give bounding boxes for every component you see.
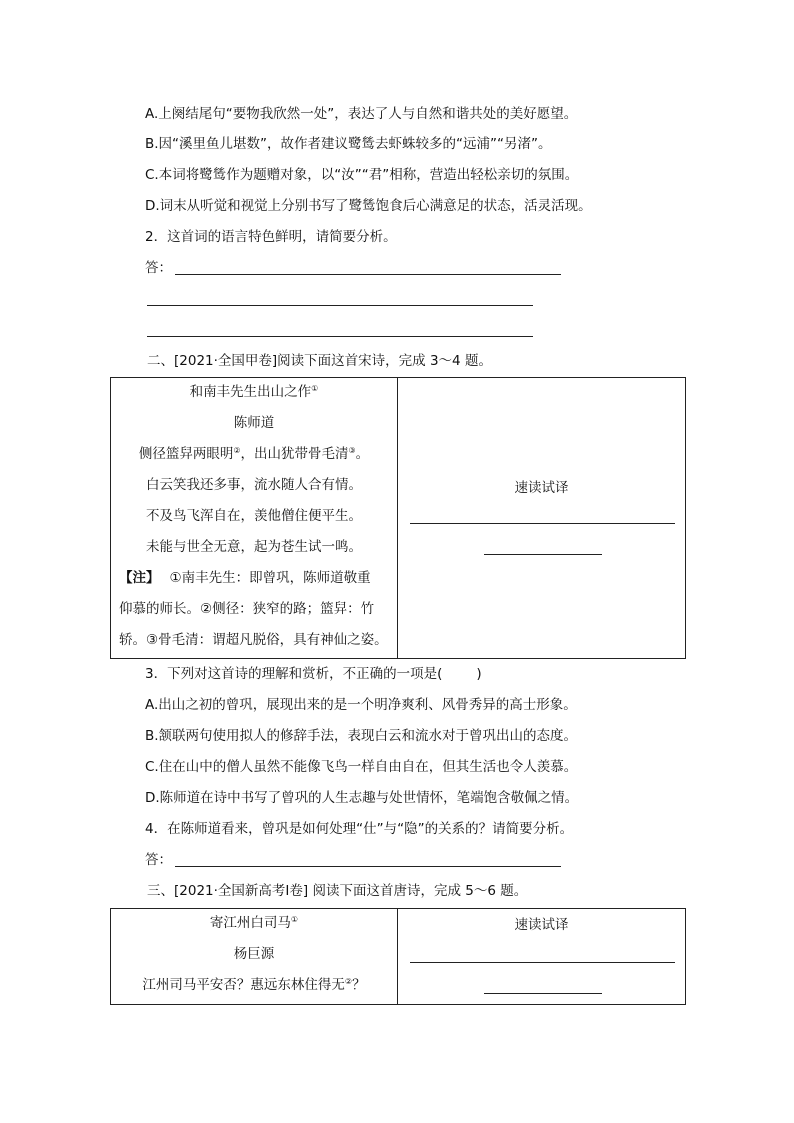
poem-line: 白云笑我还多事，流水随人合有情。: [146, 477, 362, 493]
question-2: 2．这首词的语言特色鲜明，请简要分析。: [145, 229, 397, 245]
translation-label: 速读试译: [514, 917, 569, 933]
option-d: D.词末从听觉和视觉上分别书写了鹭鸶饱食后心满意足的状态，活灵活现。: [145, 198, 592, 214]
answer-label: 答：: [145, 852, 172, 868]
option-b: B.因“溪里鱼儿堪数”，故作者建议鹭鸶去虾蛛较多的“远浦”“另渚”。: [145, 136, 552, 152]
poem-note: 轿。③骨毛清：谓超凡脱俗，具有神仙之姿。: [119, 632, 388, 648]
poem-note: 【注】 ①南丰先生：即曾巩，陈师道敬重: [119, 570, 371, 586]
q3-option-b: B.颔联两句使用拟人的修辞手法，表现白云和流水对于曾巩出山的态度。: [145, 728, 578, 744]
section-heading: 三、[2021·全国新高考Ⅰ卷] 阅读下面这首唐诗，完成 5～6 题。: [147, 883, 528, 899]
translation-line[interactable]: [484, 993, 602, 994]
answer-line[interactable]: [147, 336, 533, 337]
question-4: 4．在陈师道看来，曾巩是如何处理“仕”与“隐”的关系的？请简要分析。: [145, 821, 574, 837]
poem-author: 陈师道: [233, 415, 275, 431]
poem-text-cell: [111, 909, 398, 1005]
section-heading: 二、[2021·全国甲卷]阅读下面这首宋诗，完成 3～4 题。: [147, 353, 492, 369]
poem-title: 和南丰先生出山之作①: [189, 384, 319, 400]
footnote-mark: ①: [290, 915, 299, 924]
poem-table: [110, 377, 686, 659]
answer-line[interactable]: [175, 274, 561, 275]
translation-line[interactable]: [410, 523, 675, 524]
poem-line: 不及鸟飞浑自在，羡他僧住便平生。: [146, 508, 362, 524]
translation-line[interactable]: [410, 962, 675, 963]
note-tag: 【注】: [119, 570, 160, 586]
answer-label: 答：: [145, 260, 172, 276]
q3-option-a: A.出山之初的曾巩，展现出来的是一个明净爽利、风骨秀异的高士形象。: [145, 697, 577, 713]
translation-label: 速读试译: [514, 480, 569, 496]
poem-text-cell: [111, 378, 398, 659]
poem-table: [110, 908, 686, 1005]
poem-author: 杨巨源: [233, 946, 275, 962]
translation-line[interactable]: [484, 554, 602, 555]
poem-line: 未能与世全无意，起为苍生试一鸣。: [146, 539, 362, 555]
footnote-mark: ①: [311, 384, 319, 393]
answer-line[interactable]: [147, 305, 533, 306]
option-a: A.上阕结尾句“要物我欣然一处”，表达了人与自然和谐共处的美好愿望。: [145, 106, 578, 122]
answer-line[interactable]: [175, 866, 561, 867]
poem-line: 江州司马平安否？惠远东林住得无②？: [142, 977, 366, 993]
footnote-mark: ②: [233, 446, 241, 455]
question-3: 3．下列对这首诗的理解和赏析，不正确的一项是( ): [145, 666, 482, 682]
q3-option-c: C.住在山中的僧人虽然不能像飞鸟一样自由自在，但其生活也令人羡慕。: [145, 759, 578, 775]
footnote-mark: ③: [348, 446, 356, 455]
option-c: C.本词将鹭鸶作为题赠对象，以“汝”“君”相称，营造出轻松亲切的氛围。: [145, 167, 579, 183]
poem-note: 仰慕的师长。②侧径：狭窄的路；篮舁：竹: [119, 601, 375, 617]
poem-title: 寄江州白司马①: [209, 915, 299, 931]
translation-cell: [398, 378, 686, 659]
poem-line: 侧径篮舁两眼明②，出山犹带骨毛清③。: [138, 446, 370, 462]
footnote-mark: ②: [344, 977, 353, 986]
translation-cell: [398, 909, 686, 1005]
q3-option-d: D.陈师道在诗中书写了曾巩的人生志趣与处世情怀，笔端饱含敬佩之情。: [145, 790, 579, 806]
